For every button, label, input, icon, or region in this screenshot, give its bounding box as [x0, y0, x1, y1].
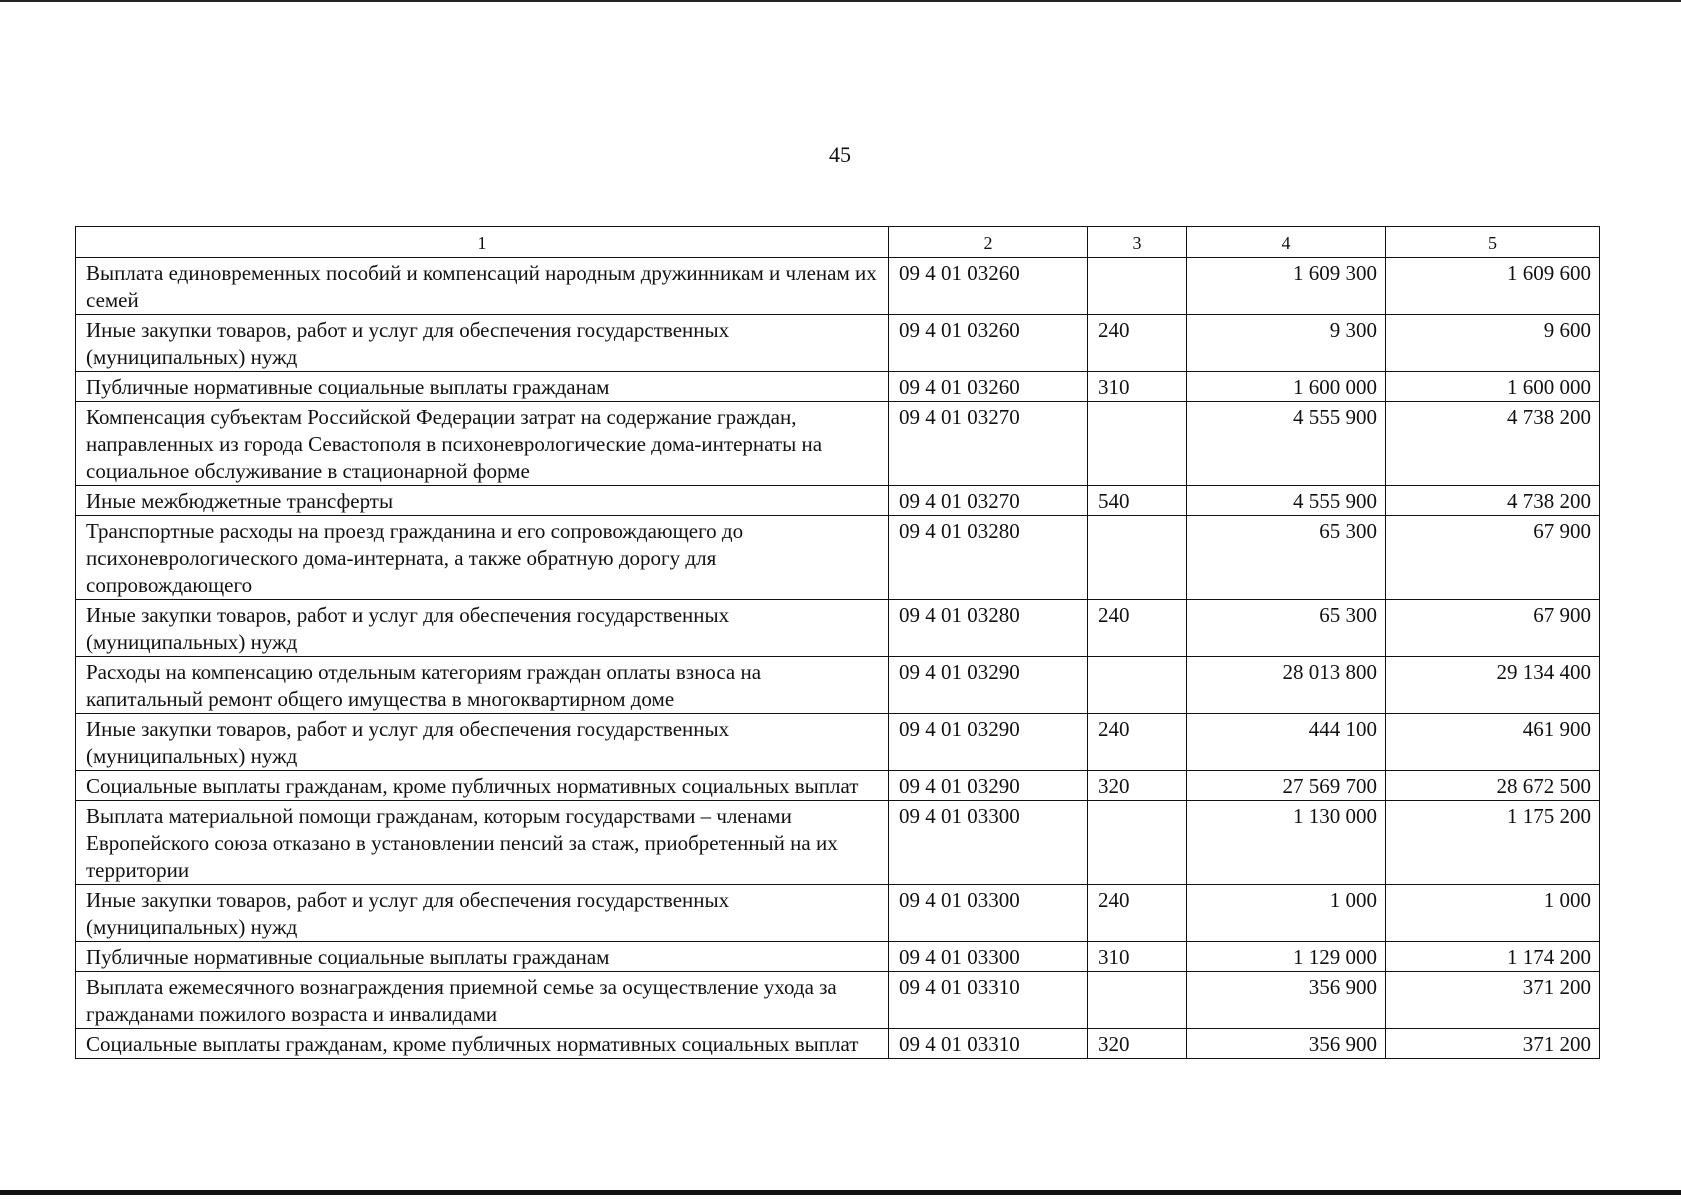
- row-name-cell: Социальные выплаты гражданам, кроме публичных нормативных социальных выплат: [76, 771, 889, 801]
- table-row: [76, 885, 1600, 942]
- row-name-cell: Выплата материальной помощи гражданам, которым государствами – членами Европейского союза отказано в установлении пенсий за стаж, приобретенный на их территории: [76, 801, 889, 885]
- row-code-cell: 09 4 01 03270: [889, 486, 1088, 516]
- row-name-cell: Иные закупки товаров, работ и услуг для обеспечения государственных (муниципальных) нужд: [76, 600, 889, 657]
- row-value-4-cell: 1 600 000: [1187, 372, 1386, 402]
- column-header-4: 4: [1187, 227, 1386, 258]
- row-value-4-cell: 9 300: [1187, 315, 1386, 372]
- row-code-cell: 09 4 01 03260: [889, 372, 1088, 402]
- row-value-5-cell: 67 900: [1386, 600, 1600, 657]
- table-row: [76, 801, 1600, 885]
- row-name-cell: Компенсация субъектам Российской Федерации затрат на содержание граждан, направленных из города Севастополя в психоневрологические дома-интернаты на социальное обслуживание в стационарной форме: [76, 402, 889, 486]
- row-type-cell: 320: [1088, 771, 1187, 801]
- row-value-5-cell: 1 600 000: [1386, 372, 1600, 402]
- row-name-cell: Публичные нормативные социальные выплаты гражданам: [76, 372, 889, 402]
- table-row: [76, 1029, 1600, 1059]
- row-type-cell: [1088, 972, 1187, 1029]
- row-type-cell: [1088, 402, 1187, 486]
- table-row: [76, 714, 1600, 771]
- row-name-cell: Транспортные расходы на проезд гражданина и его сопровождающего до психоневрологического дома-интерната, а также обратную дорогу для сопровождающего: [76, 516, 889, 600]
- row-name-cell: Иные закупки товаров, работ и услуг для обеспечения государственных (муниципальных) нужд: [76, 885, 889, 942]
- row-name-cell: Иные закупки товаров, работ и услуг для обеспечения государственных (муниципальных) нужд: [76, 315, 889, 372]
- row-type-cell: 240: [1088, 714, 1187, 771]
- row-code-cell: 09 4 01 03290: [889, 714, 1088, 771]
- bottom-rule: [0, 1190, 1681, 1195]
- row-value-5-cell: 29 134 400: [1386, 657, 1600, 714]
- row-value-4-cell: 1 000: [1187, 885, 1386, 942]
- row-code-cell: 09 4 01 03270: [889, 402, 1088, 486]
- row-value-5-cell: 1 000: [1386, 885, 1600, 942]
- row-type-cell: [1088, 657, 1187, 714]
- row-name-cell: Расходы на компенсацию отдельным категориям граждан оплаты взноса на капитальный ремонт общего имущества в многоквартирном доме: [76, 657, 889, 714]
- row-code-cell: 09 4 01 03300: [889, 801, 1088, 885]
- budget-table: [75, 226, 1600, 1059]
- column-header-5: 5: [1386, 227, 1600, 258]
- row-type-cell: 240: [1088, 885, 1187, 942]
- table-row: [76, 657, 1600, 714]
- row-code-cell: 09 4 01 03310: [889, 1029, 1088, 1059]
- row-value-4-cell: 27 569 700: [1187, 771, 1386, 801]
- row-value-5-cell: 28 672 500: [1386, 771, 1600, 801]
- row-value-4-cell: 1 609 300: [1187, 258, 1386, 315]
- column-header-2: 2: [889, 227, 1088, 258]
- table-row: [76, 315, 1600, 372]
- row-value-5-cell: 371 200: [1386, 972, 1600, 1029]
- row-name-cell: Выплата ежемесячного вознаграждения приемной семье за осуществление ухода за гражданами пожилого возраста и инвалидами: [76, 972, 889, 1029]
- row-code-cell: 09 4 01 03300: [889, 942, 1088, 972]
- table-row: [76, 516, 1600, 600]
- table-row: [76, 402, 1600, 486]
- row-value-4-cell: 4 555 900: [1187, 486, 1386, 516]
- table-row: [76, 771, 1600, 801]
- row-value-5-cell: 1 609 600: [1386, 258, 1600, 315]
- table-row: [76, 486, 1600, 516]
- row-value-4-cell: 1 129 000: [1187, 942, 1386, 972]
- table-row: [76, 972, 1600, 1029]
- row-value-4-cell: 1 130 000: [1187, 801, 1386, 885]
- row-type-cell: 310: [1088, 372, 1187, 402]
- row-code-cell: 09 4 01 03280: [889, 516, 1088, 600]
- table-row: [76, 600, 1600, 657]
- row-value-5-cell: 4 738 200: [1386, 402, 1600, 486]
- row-type-cell: [1088, 258, 1187, 315]
- row-name-cell: Публичные нормативные социальные выплаты гражданам: [76, 942, 889, 972]
- row-value-4-cell: 65 300: [1187, 600, 1386, 657]
- row-value-4-cell: 4 555 900: [1187, 402, 1386, 486]
- table-body: [76, 258, 1600, 1059]
- row-value-5-cell: 461 900: [1386, 714, 1600, 771]
- row-code-cell: 09 4 01 03260: [889, 258, 1088, 315]
- row-code-cell: 09 4 01 03290: [889, 771, 1088, 801]
- header-row: [76, 227, 1600, 258]
- table-row: [76, 942, 1600, 972]
- row-type-cell: 310: [1088, 942, 1187, 972]
- top-rule: [0, 0, 1681, 2]
- row-value-4-cell: 356 900: [1187, 972, 1386, 1029]
- row-value-4-cell: 65 300: [1187, 516, 1386, 600]
- row-type-cell: 320: [1088, 1029, 1187, 1059]
- row-name-cell: Социальные выплаты гражданам, кроме публичных нормативных социальных выплат: [76, 1029, 889, 1059]
- row-name-cell: Иные закупки товаров, работ и услуг для обеспечения государственных (муниципальных) нужд: [76, 714, 889, 771]
- row-value-5-cell: 9 600: [1386, 315, 1600, 372]
- row-code-cell: 09 4 01 03310: [889, 972, 1088, 1029]
- row-value-5-cell: 67 900: [1386, 516, 1600, 600]
- row-type-cell: [1088, 801, 1187, 885]
- row-value-4-cell: 444 100: [1187, 714, 1386, 771]
- row-type-cell: 240: [1088, 600, 1187, 657]
- row-type-cell: 540: [1088, 486, 1187, 516]
- row-name-cell: Иные межбюджетные трансферты: [76, 486, 889, 516]
- row-code-cell: 09 4 01 03300: [889, 885, 1088, 942]
- row-code-cell: 09 4 01 03290: [889, 657, 1088, 714]
- row-value-4-cell: 356 900: [1187, 1029, 1386, 1059]
- row-value-4-cell: 28 013 800: [1187, 657, 1386, 714]
- column-header-1: 1: [76, 227, 889, 258]
- row-code-cell: 09 4 01 03260: [889, 315, 1088, 372]
- row-type-cell: [1088, 516, 1187, 600]
- row-code-cell: 09 4 01 03280: [889, 600, 1088, 657]
- row-value-5-cell: 1 174 200: [1386, 942, 1600, 972]
- row-value-5-cell: 371 200: [1386, 1029, 1600, 1059]
- column-header-3: 3: [1088, 227, 1187, 258]
- row-value-5-cell: 4 738 200: [1386, 486, 1600, 516]
- page-number: 45: [829, 142, 851, 167]
- row-type-cell: 240: [1088, 315, 1187, 372]
- table-row: [76, 258, 1600, 315]
- row-value-5-cell: 1 175 200: [1386, 801, 1600, 885]
- row-name-cell: Выплата единовременных пособий и компенсаций народным дружинникам и членам их семей: [76, 258, 889, 315]
- table-row: [76, 372, 1600, 402]
